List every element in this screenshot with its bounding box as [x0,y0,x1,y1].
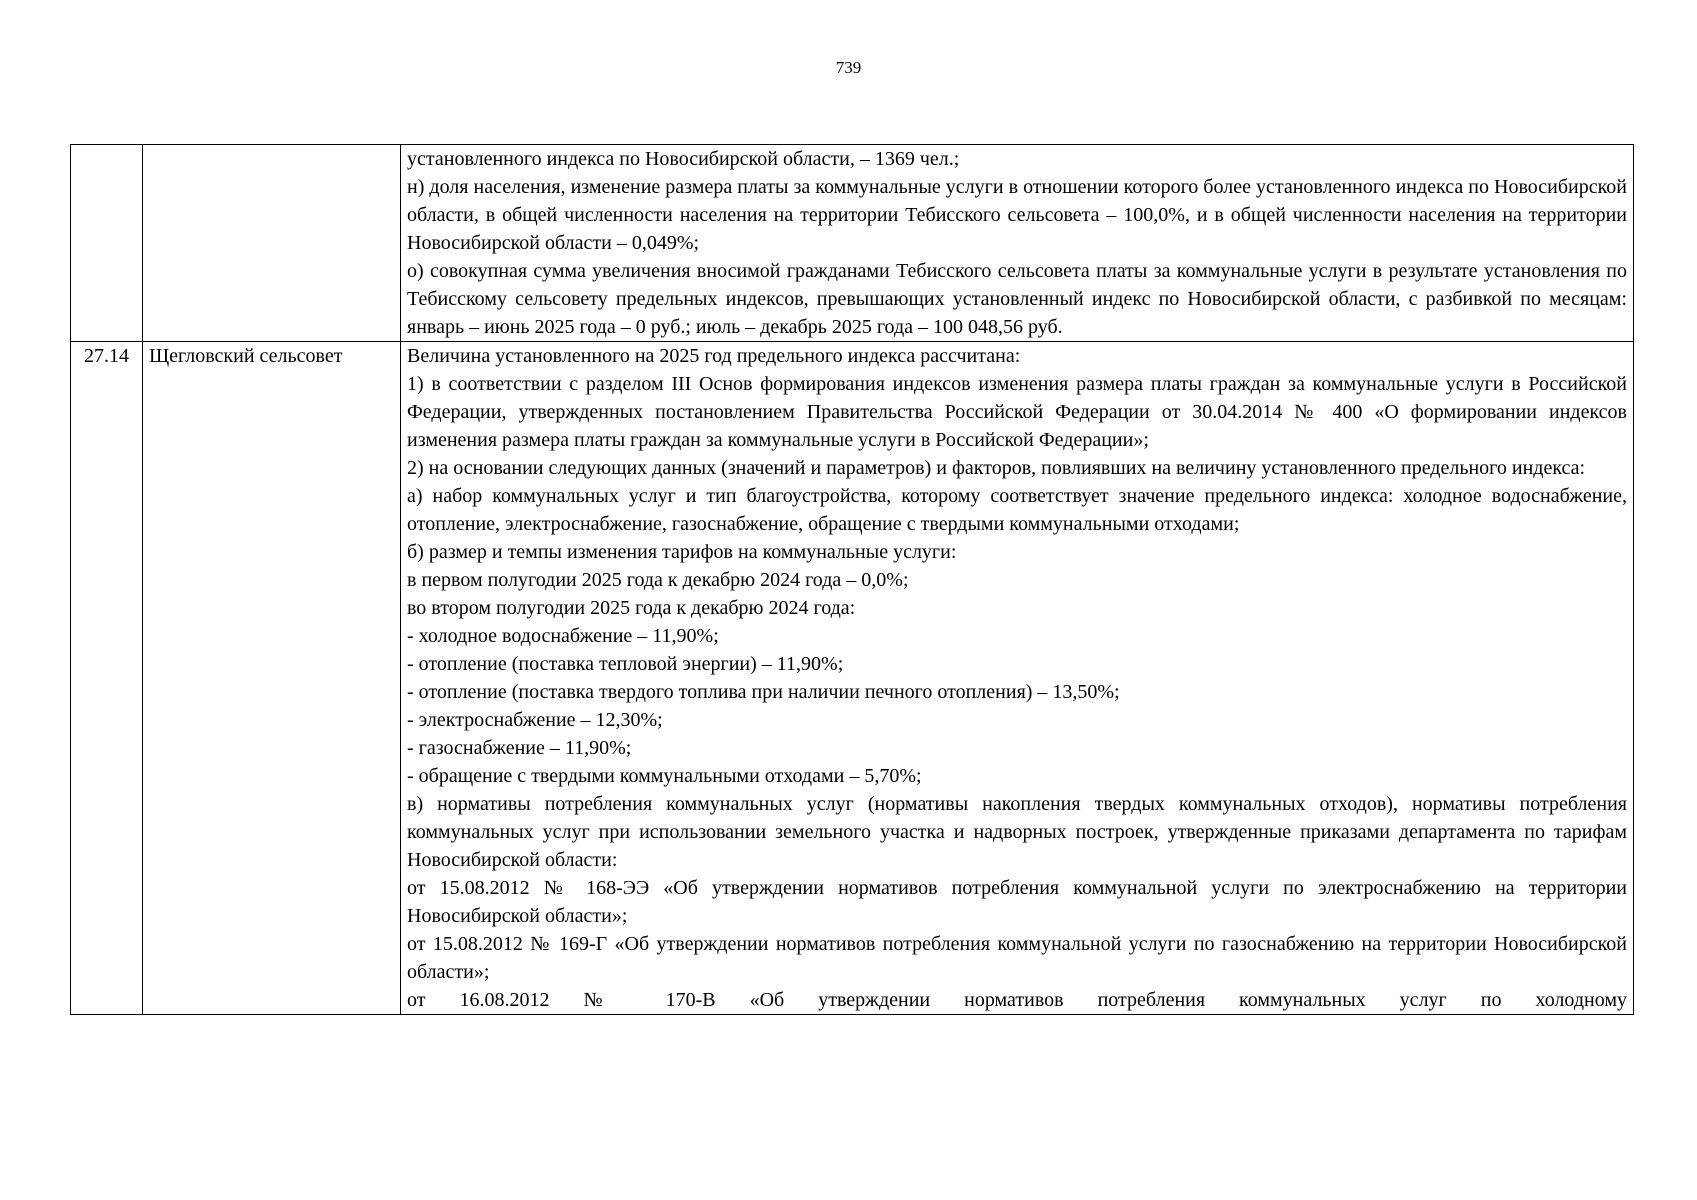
paragraph: Величина установленного на 2025 год предельного индекса рассчитана: [407,345,1021,367]
document-table [70,144,1634,1015]
paragraph: во втором полугодии 2025 года к декабрю 2024 года: [407,597,856,619]
paragraph: - холодное водоснабжение – 11,90%; [407,625,719,647]
paragraph: 2) на основании следующих данных (значений и параметров) и факторов, повлиявших на величину установленного предельного индекса: [407,457,1586,479]
paragraph: от 15.08.2012 № 168-ЭЭ «Об утверждении нормативов потребления коммунальной услуги по электроснабжению на территории Новосибирской области»; [407,877,1627,927]
paragraph: в первом полугодии 2025 года к декабрю 2024 года – 0,0%; [407,569,909,591]
paragraph: - отопление (поставка тепловой энергии) – 11,90%; [407,653,844,675]
settlement-name-cell [143,145,401,342]
paragraph: б) размер и темпы изменения тарифов на коммунальные услуги: [407,541,957,563]
paragraph: а) набор коммунальных услуг и тип благоустройства, которому соответствует значение предельного индекса: холодное водоснабжение, отопление, электроснабжение, газоснабжение, обращение с твердыми коммунальными отходами; [407,485,1627,535]
row-number-cell [71,145,143,342]
description-cell [401,342,1634,1015]
paragraph: установленного индекса по Новосибирской области, – 1369 чел.; [407,148,960,170]
page-number: 739 [835,58,862,77]
row-number-cell: 27.14 [71,342,143,1015]
paragraph: - газоснабжение – 11,90%; [407,737,632,759]
paragraph: от 15.08.2012 № 169-Г «Об утверждении нормативов потребления коммунальной услуги по газоснабжению на территории Новосибирской области»; [407,933,1627,983]
paragraph: - отопление (поставка твердого топлива при наличии печного отопления) – 13,50%; [407,681,1120,703]
paragraph: н) доля населения, изменение размера платы за коммунальные услуги в отношении которого более установленного индекса по Новосибирской области, в общей численности населения на территории Тебисского сельсовета – 100,0%, и в общей численности населения на территории Новосибирской области – 0,049%; [407,176,1627,254]
settlement-name-cell: Щегловский сельсовет [143,342,401,1015]
paragraph: от 16.08.2012 № 170-В «Об утверждении нормативов потребления коммунальных услуг по холодному [407,989,1627,1011]
paragraph: - электроснабжение – 12,30%; [407,709,663,731]
table-row [71,145,1634,342]
table-row [71,342,1634,1015]
paragraph: о) совокупная сумма увеличения вносимой гражданами Тебисского сельсовета платы за коммунальные услуги в результате установления по Тебисскому сельсовету предельных индексов, превышающих установленный индекс по Новосибирской области, с разбивкой по месяцам: январь – июнь 2025 года – 0 руб.; июль – декабрь 2025 года – 100 048,56 руб. [407,260,1627,338]
paragraph: - обращение с твердыми коммунальными отходами – 5,70%; [407,765,922,787]
description-cell [401,145,1634,342]
paragraph: в) нормативы потребления коммунальных услуг (нормативы накопления твердых коммунальных отходов), нормативы потребления коммунальных услуг при использовании земельного участка и надворных построек, утвержденные приказами департамента по тарифам Новосибирской области: [407,793,1627,871]
paragraph: 1) в соответствии с разделом III Основ формирования индексов изменения размера платы граждан за коммунальные услуги в Российской Федерации, утвержденных постановлением Правительства Российской Федерации от 30.04.2014 № 400 «О формировании индексов изменения размера платы граждан за коммунальные услуги в Российской Федерации»; [407,373,1627,451]
